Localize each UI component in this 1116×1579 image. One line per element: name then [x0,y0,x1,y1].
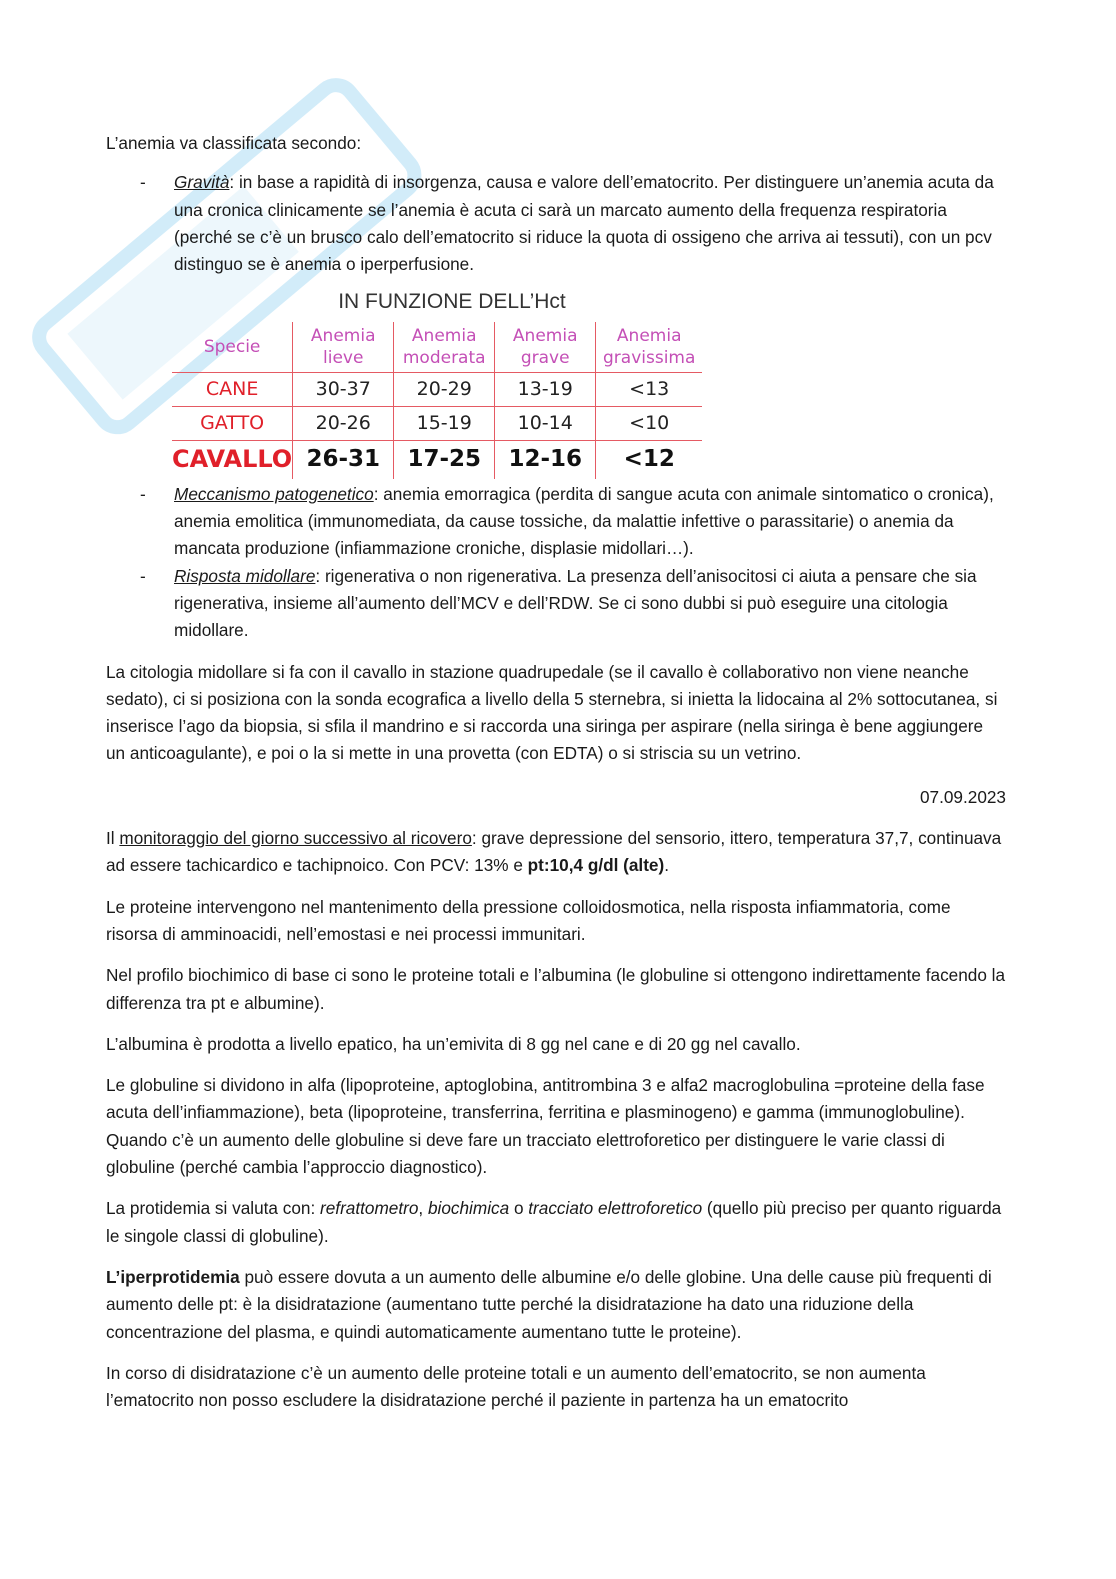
paragraph-globuline: Le globuline si dividono in alfa (lipoproteine, aptoglobina, antitrombina 3 e alfa2 macroglobulina =proteine della fase acuta dell’infiammazione), beta (lipoproteine, transferrina, ferritina e plasminogeno) e gamma (immunoglobuline). Quando c’è un aumento delle globuline si deve fare un tracciato elettroforetico per distinguere le varie classi di globuline (perché cambia l’approccio diagnostico). [106,1075,985,1178]
protidemia-item: biochimica [427,1198,510,1219]
paragraph-protidemia [106,1195,1006,1250]
document-body [106,130,1006,1428]
value-cell: 15-19 [394,406,495,440]
bullet-text: : rigenerativa o non rigenerativa. La presenza dell’anisocitosi ci aiuta a pensare che sia rigenerativa, insieme all’aumento dell’MCV e dell’RDW. Se ci sono dubbi si può eseguire una citologia midollare. [174,565,977,641]
bullet-gravita [106,169,1006,278]
header-cell-lieve [293,322,394,373]
table-row [172,440,702,479]
paragraph-proteine: Le proteine intervengono nel mantenimento della pressione colloidosmotica, nella risposta infiammatoria, come risorsa di amminoacidi, nell’emostasi e nei processi immunitari. [106,896,951,944]
header-line: Anemia [310,325,376,346]
header-line: Specie [203,336,261,357]
paragraph-iperprotidemia [106,1264,1006,1346]
table-row [172,406,702,440]
bullet-dash: - [140,565,146,586]
protidemia-item: refrattometro [320,1198,419,1219]
header-cell-moderata [394,322,495,373]
species-cell: CAVALLO [172,440,293,479]
header-line: lieve [323,347,364,368]
iperprot-bold: L’iperprotidemia [106,1266,240,1287]
header-line: moderata [402,347,486,368]
header-line: Anemia [411,325,477,346]
value-cell: <13 [596,372,703,406]
protidemia-pre: La protidemia si valuta con: [106,1198,321,1219]
protidemia-sep: , [418,1198,428,1219]
value-cell: 17-25 [394,440,495,479]
bullet-term: Gravità [174,172,230,193]
table-row [172,372,702,406]
header-cell-grave [495,322,596,373]
value-cell: 13-19 [495,372,596,406]
bullet-meccanismo [106,481,1006,563]
paragraph-profilo: Nel profilo biochimico di base ci sono le proteine totali e l’albumina (le globuline si ottengono indirettamente facendo la differenza tra pt e albumine). [106,965,1006,1013]
bullet-text: : anemia emorragica (perdita di sangue acuta con animale sintomatico o cronica), anemia emolitica (immunomediata, da cause tossiche, da malattie infettive o parassitarie) o anemia da mancata produzione (infiammazione croniche, displasie midollari…). [174,483,994,559]
protidemia-item: tracciato elettroforetico [528,1198,703,1219]
paragraph-monitoraggio [106,825,1006,880]
value-cell: 20-29 [394,372,495,406]
header-cell-specie [172,322,293,373]
hct-table-figure [172,284,712,478]
bullet-dash: - [140,483,146,504]
header-line: grave [520,347,570,368]
iperprot-text: può essere dovuta a un aumento delle albumine e/o delle globine. Una delle cause più frequenti di aumento delle pt: è la disidratazione (aumentano tutte perché la disidratazione ha dato una riduzione della concentrazione del plasma, e quindi automaticamente aumentano tutte le proteine). [106,1266,992,1342]
bullet-term: Meccanismo patogenetico [174,483,374,504]
species-cell: CANE [172,372,293,406]
hct-table-title: IN FUNZIONE DELL’Hct [338,290,566,314]
paragraph-disidratazione: In corso di disidratazione c’è un aumento delle proteine totali e un aumento dell’ematocrito, se non aumenta l’ematocrito non posso escludere la disidratazione perché il paziente in partenza ha un ematocrito [106,1362,926,1411]
bullet-term: Risposta midollare [174,565,316,586]
species-cell: GATTO [172,406,293,440]
value-cell: 12-16 [495,440,596,479]
value-cell: 30-37 [293,372,394,406]
paragraph-albumina: L’albumina è prodotta a livello epatico, ha un’emivita di 8 gg nel cane e di 20 gg nel cavallo. [106,1033,801,1054]
header-line: Anemia [512,325,578,346]
header-line: gravissima [603,347,696,368]
monitor-bold: pt:10,4 g/dl (alte) [527,855,665,876]
monitor-end: . [664,855,669,876]
bullet-text: : in base a rapidità di insorgenza, causa e valore dell’ematocrito. Per distinguere un’anemia acuta da una cronica clinicamente se l’anemia è acuta ci sarà un marcato aumento della frequenza respiratoria (perché se c’è un brusco calo dell’ematocrito si riduce la quota di ossigeno che arriva ai tessuti), con un pcv distinguo se è anemia o iperperfusione. [174,172,994,275]
date-label: 07.09.2023 [919,786,1006,807]
monitor-mid: : grave depressione del sensorio, ittero, temperatura 37,7, continuava ad essere tachicardico e tachipnoico. Con PCV: 13% e [106,828,1002,876]
monitor-underlined: monitoraggio del giorno successivo al ricovero [119,828,472,849]
protidemia-end: (quello più preciso per quanto riguarda le singole classi di globuline). [106,1198,1002,1246]
header-cell-gravissima [596,322,703,373]
bullet-risposta [106,563,1006,645]
value-cell: 10-14 [495,406,596,440]
table-header-row [172,322,702,373]
protidemia-sep: o [509,1198,529,1219]
hct-table [172,322,702,479]
header-line: Anemia [616,325,682,346]
monitor-pre: Il [106,828,120,849]
bullet-dash: - [140,172,146,193]
value-cell: <12 [596,440,703,479]
value-cell: 26-31 [293,440,394,479]
value-cell: 20-26 [293,406,394,440]
value-cell: <10 [596,406,703,440]
paragraph-citologia: La citologia midollare si fa con il cavallo in stazione quadrupedale (se il cavallo è collaborativo non viene neanche sedato), ci si posiziona con la sonda ecografica a livello della 5 sternebra, si inietta la lidocaina al 2% sottocutanea, si inserisce l’ago da biopsia, si sfila il mandrino e si raccorda una siringa per aspirare (nella siringa è bene aggiungere un anticoagulante), e poi o la si mette in una provetta (con EDTA) o si striscia su un vetrino. [106,661,998,764]
intro-text: L’anemia va classificata secondo: [106,133,362,153]
